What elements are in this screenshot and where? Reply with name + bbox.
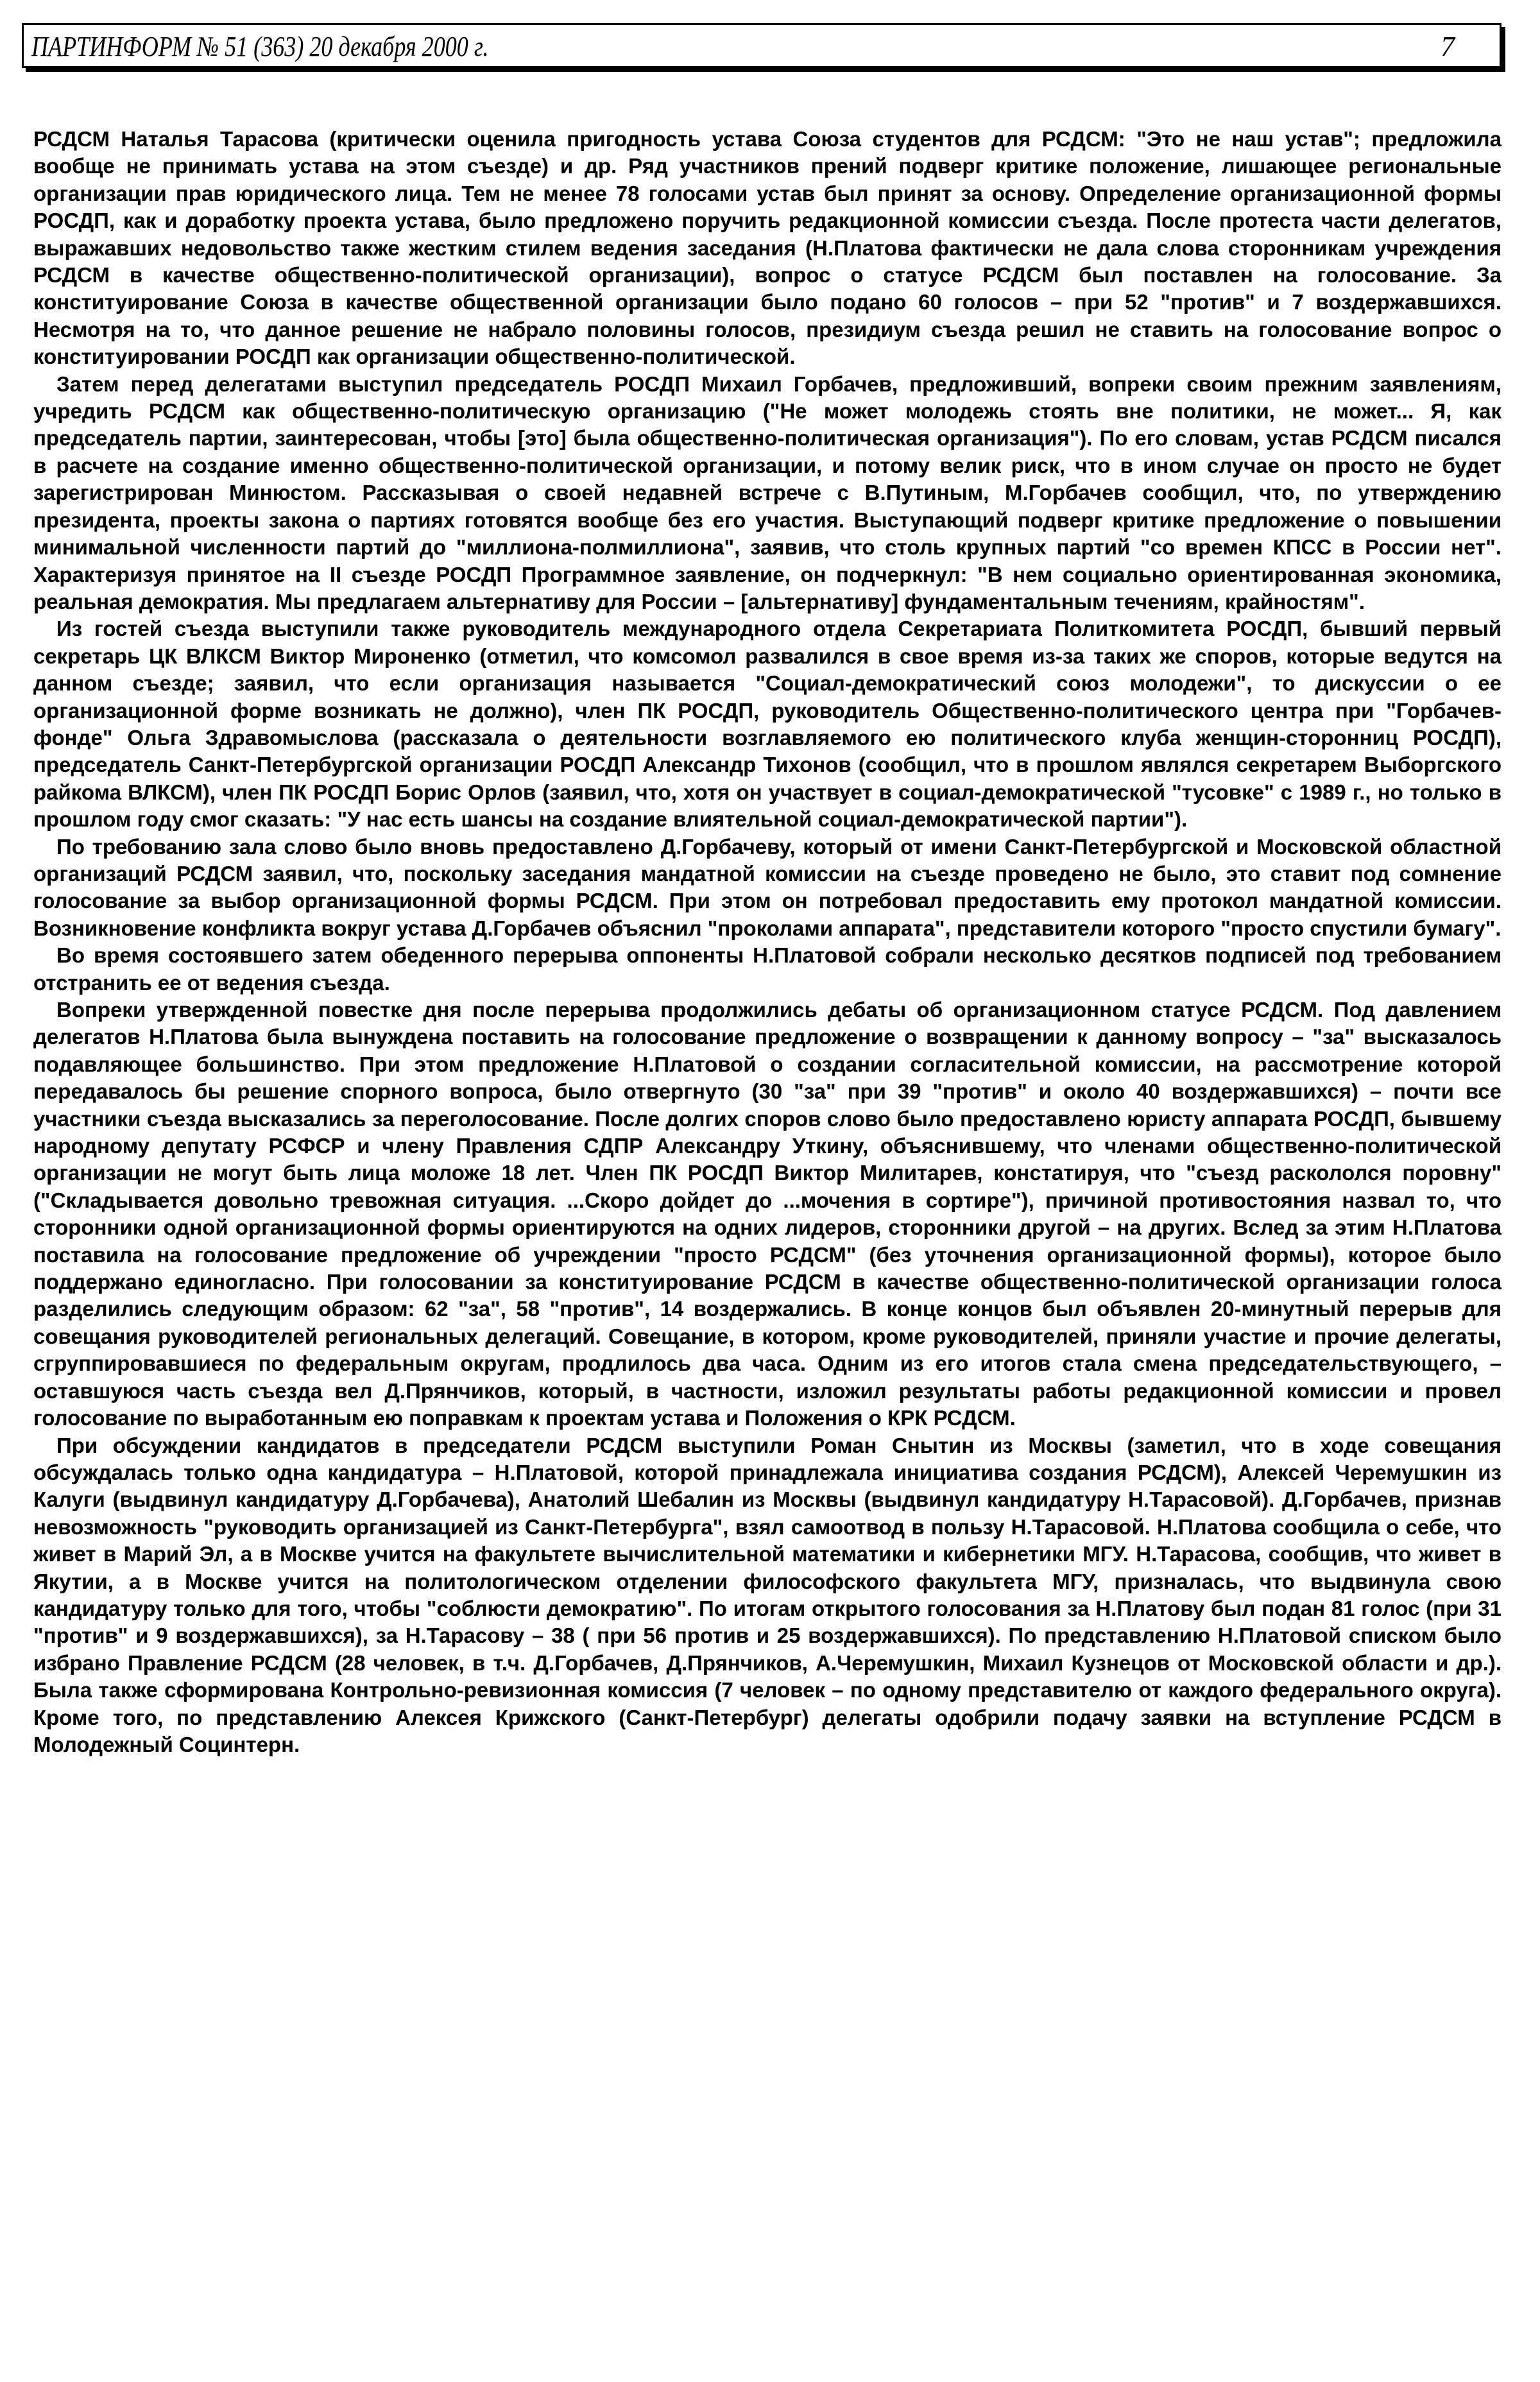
paragraph: По требованию зала слово было вновь предоставлено Д.Горбачеву, который от имени Санкт-Петербургской и Московской областной организаций РСДСМ заявил, что, поскольку заседания мандатной комиссии на съезде проведено не было, это ставит под сомнение голосование за выбор организационной формы РСДСМ. При этом он потребовал предоставить ему протокол мандатной комиссии. Возникновение конфликта вокруг устава Д.Горбачев объяснил "проколами аппарата", представители которого "просто спустили бумагу". (33, 834, 1502, 940)
publication-title: ПАРТИНФОРМ № 51 (363) 20 декабря 2000 г. (31, 31, 489, 62)
paragraph: Вопреки утвержденной повестке дня после перерыва продолжились дебаты об организационном статусе РСДСМ. Под давлением делегатов Н.Платова была вынуждена поставить на голосование предложение о возвращении к данному вопросу – "за" высказалось подавляющее большинство. При этом предложение Н.Платовой о создании согласительной комиссии, на рассмотрение которой передавалось бы решение спорного вопроса, было отвергнуто (30 "за" при 39 "против" и около 40 воздержавшихся) – почти все участники съезда высказались за переголосование. После долгих споров слово было предоставлено юристу аппарата РОСДП, бывшему народному депутату РСФСР и члену Правления СДПР Александру Уткину, объяснившему, что членами общественно-политической организации не могут быть лица моложе 18 лет. Член ПК РОСДП Виктор Милитарев, констатируя, что "съезд раскололся поровну" ("Складывается довольно тревожная ситуация. ...Скоро дойдет до ...мочения в сортире"), причиной противостояния назвал то, что сторонники одной организационной формы ориентируются на одних лидеров, сторонники другой – на других. Вслед за этим Н.Платова поставила на голосование предложение об учреждении "просто РСДСМ" (без уточнения организационной формы), которое было поддержано единогласно. При голосовании за конституирование РСДСМ в качестве общественно-политической организации голоса разделились следующим образом: 62 "за", 58 "против", 14 воздержались. В конце концов был объявлен 20-минутный перерыв для совещания руководителей региональных делегаций. Совещание, в котором, кроме руководителей, приняли участие и прочие делегаты, сгруппировавшиеся по федеральным округам, продлилось два часа. Одним из его итогов стала смена председательствующего, – оставшуюся часть съезда вел Д.Прянчиков, который, в частности, изложил результаты работы редакционной комиссии и провел голосование по выработанным ею поправкам к проектам устава и Положения о КРК РСДСМ. (33, 998, 1502, 1430)
paragraph: Из гостей съезда выступили также руководитель международного отдела Секретариата Политкомитета РОСДП, бывший первый секретарь ЦК ВЛКСМ Виктор Мироненко (отметил, что комсомол развалился в свое время из-за таких же споров, которые ведутся на данном съезде; заявил, что если организация называется "Социал-демократический союз молодежи", то дискуссии о ее организационной форме возникать не должно), член ПК РОСДП, руководитель Общественно-политического центра при "Горбачев-фонде" Ольга Здравомыслова (рассказала о деятельности возглавляемого ею политического клуба женщин-сторонниц РОСДП), председатель Санкт-Петербургской организации РОСДП Александр Тихонов (сообщил, что в прошлом являлся секретарем Выборгского райкома ВЛКСМ), член ПК РОСДП Борис Орлов (заявил, что, хотя он участвует в социал-демократической "тусовке" с 1989 г., но только в прошлом году смог сказать: "У нас есть шансы на создание влиятельной социал-демократической партии"). (33, 617, 1502, 832)
article-body (33, 126, 1502, 1758)
paragraph: Во время состоявшего затем обеденного перерыва оппоненты Н.Платовой собрали несколько десятков подписей под требованием отстранить ее от ведения съезда. (33, 943, 1502, 995)
paragraph: При обсуждении кандидатов в председатели РСДСМ выступили Роман Снытин из Москвы (заметил, что в ходе совещания обсуждалась только одна кандидатура – Н.Платовой, которой принадлежала инициатива создания РСДСМ), Алексей Черемушкин из Калуги (выдвинул кандидатуру Д.Горбачева), Анатолий Шебалин из Москвы (выдвинул кандидатуру Н.Тарасовой). Д.Горбачев, признав невозможность "руководить организацией из Санкт-Петербурга", взял самоотвод в пользу Н.Тарасовой. Н.Платова сообщила о себе, что живет в Марий Эл, а в Москве учится на факультете вычислительной математики и кибернетики МГУ. Н.Тарасова, сообщив, что живет в Якутии, а в Москве учится на политологическом отделении философского факультета МГУ, призналась, что выдвинула свою кандидатуру только для того, чтобы "соблюсти демократию". По итогам открытого голосования за Н.Платову был подан 81 голос (при 31 "против" и 9 воздержавшихся), за Н.Тарасову – 38 ( при 56 против и 25 воздержавшихся). По представлению Н.Платовой списком было избрано Правление РСДСМ (28 человек, в т.ч. Д.Горбачев, Д.Прянчиков, А.Черемушкин, Михаил Кузнецов от Московской области и др.). Была также сформирована Контрольно-ревизионная комиссия (7 человек – по одному представителю от каждого федерального округа). Кроме того, по представлению Алексея Крижского (Санкт-Петербург) делегаты одобрили подачу заявки на вступление РСДСМ в Молодежный Социнтерн. (33, 1433, 1502, 1756)
paragraph: РСДСМ Наталья Тарасова (критически оценила пригодность устава Союза студентов для РСДСМ: "Это не наш устав"; предложила вообще не принимать устава на этом съезде) и др. Ряд участников прений подверг критике положение, лишающее региональные организации прав юридического лица. Тем не менее 78 голосами устав был принят за основу. Определение организационной формы РОСДП, как и доработку проекта устава, было предложено поручить редакционной комиссии съезда. После протеста части делегатов, выражавших недовольство также жестким стилем ведения заседания (Н.Платова фактически не дала слова сторонникам учреждения РСДСМ в качестве общественно-политической организации), вопрос о статусе РСДСМ был поставлен на голосование. За конституирование Союза в качестве общественной организации было подано 60 голосов – при 52 "против" и 7 воздержавшихся. Несмотря на то, что данное решение не набрало половины голосов, президиум съезда решил не ставить на голосование вопрос о конституировании РОСДП как организации общественно-политической. (33, 127, 1502, 369)
page-number: 7 (1441, 31, 1455, 62)
paragraph: Затем перед делегатами выступил председатель РОСДП Михаил Горбачев, предложивший, вопреки своим прежним заявлениям, учредить РСДСМ как общественно-политическую организацию ("Не может молодежь стоять вне политики, не может... Я, как председатель партии, заинтересован, чтобы [это] была общественно-политическая организация"). По его словам, устав РСДСМ писался в расчете на создание именно общественно-политической организации, и потому велик риск, что в ином случае он просто не будет зарегистрирован Минюстом. Рассказывая о своей недавней встрече с В.Путиным, М.Горбачев сообщил, что, по утверждению президента, проекты закона о партиях готовятся вообще без его участия. Выступающий подверг критике предложение о повышении минимальной численности партий до "миллиона-полмиллиона", заявив, что столь крупных партий "со времен КПСС в России нет". Характеризуя принятое на II съезде РОСДП Программное заявление, он подчеркнул: "В нем социально ориентированная экономика, реальная демократия. Мы предлагаем альтернативу для России – [альтернативу] фундаментальным течениям, крайностям". (33, 372, 1502, 613)
page-header (22, 23, 1502, 68)
